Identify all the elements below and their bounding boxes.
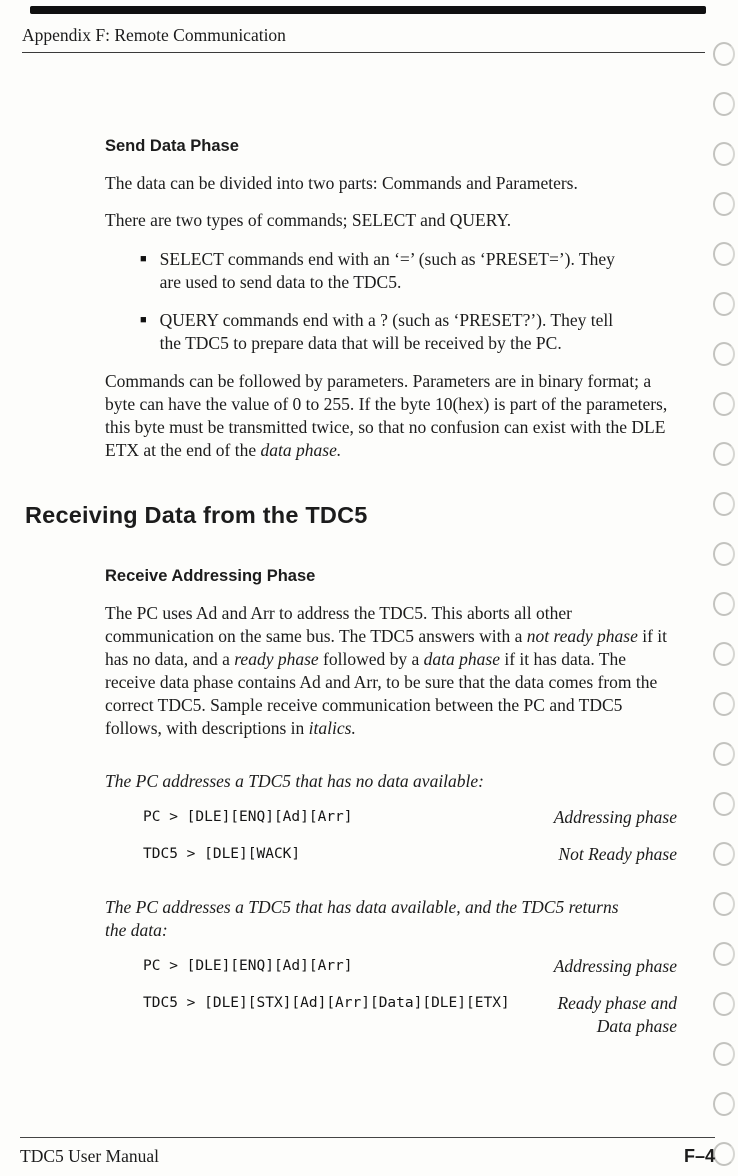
page-content <box>25 135 677 1038</box>
code-pc-command: PC > [DLE][ENQ][Ad][Arr] <box>143 809 353 825</box>
binding-hole <box>713 792 735 816</box>
scan-edge-bar <box>30 6 706 14</box>
paragraph-send-3-text: Commands can be followed by parameters. Parameters are in binary format; a byte can have the value of 0 to 255. If the byte 10(hex) is part of the parameters, this byte must be transmitted twice, so that no confusion can exist with the DLE ETX at the end of the <box>105 371 668 460</box>
receive-italic-run: not ready phase <box>526 626 638 646</box>
binding-hole <box>713 592 735 616</box>
binding-hole <box>713 992 735 1016</box>
code-pc-command: PC > [DLE][ENQ][Ad][Arr] <box>143 958 353 974</box>
list-item <box>140 309 676 355</box>
paragraph-send-3 <box>105 370 676 462</box>
exchange-intro-no-data: The PC addresses a TDC5 that has no data available: <box>105 771 485 791</box>
footer-manual-title: TDC5 User Manual <box>20 1146 160 1166</box>
binding-hole <box>713 292 735 316</box>
section-heading-receive-addressing-phase: Receive Addressing Phase <box>105 567 316 585</box>
bullet-square-icon: ■ <box>140 253 147 265</box>
binding-hole <box>713 942 735 966</box>
phase-label: Addressing phase <box>553 956 677 976</box>
phase-label: Not Ready phase <box>558 844 677 864</box>
code-tdc5-response: TDC5 > [DLE][WACK] <box>143 846 301 862</box>
binding-hole <box>713 542 735 566</box>
binding-hole <box>713 492 735 516</box>
exchange-row <box>143 843 677 866</box>
binding-hole <box>713 842 735 866</box>
binding-hole <box>713 1042 735 1066</box>
code-tdc5-response: TDC5 > [DLE][STX][Ad][Arr][Data][DLE][ETX] <box>143 995 510 1011</box>
footer-page-number: F–4 <box>683 1146 715 1166</box>
binding-hole <box>713 92 735 116</box>
receive-text-run: if it has data. The receive data phase contains Ad and Arr, to be sure that the data comes from the correct TDC5. Sample receive communication between the PC and TDC5 follows, with descriptions in <box>105 649 658 738</box>
exchange-row <box>143 955 677 978</box>
bullet-square-icon: ■ <box>140 314 147 326</box>
page-header <box>22 24 705 53</box>
binding-holes <box>713 42 735 1176</box>
exchange-no-data <box>105 806 676 866</box>
page-footer <box>20 1137 715 1168</box>
bullet-list <box>105 248 676 355</box>
exchange-intro-has-data: The PC addresses a TDC5 that has data available, and the TDC5 returns the data: <box>105 897 619 940</box>
binding-hole <box>713 242 735 266</box>
paragraph-send-3-italic: data phase. <box>260 440 342 460</box>
bullet-text-query: QUERY commands end with a ? (such as ‘PRESET?’). They tell the TDC5 to prepare data that will be received by the PC. <box>159 310 614 353</box>
paragraph-send-1: The data can be divided into two parts: Commands and Parameters. <box>105 173 578 193</box>
receive-text-run: The PC uses Ad and Arr to address the TDC5. This aborts all other communication on the same bus. The TDC5 answers with a <box>105 603 572 646</box>
phase-label: Addressing phase <box>553 807 677 827</box>
receive-italic-run: data phase <box>423 649 500 669</box>
binding-hole <box>713 892 735 916</box>
binding-hole <box>713 742 735 766</box>
binding-hole <box>713 142 735 166</box>
section-heading-receiving-data: Receiving Data from the TDC5 <box>25 502 368 528</box>
exchange-has-data <box>105 955 676 1038</box>
receive-italic-run: ready phase <box>234 649 319 669</box>
binding-hole <box>713 1142 735 1166</box>
binding-hole <box>713 692 735 716</box>
receive-text-run: if it has no data, and a <box>105 626 668 669</box>
receive-text-run: followed by a <box>318 649 424 669</box>
exchange-row <box>143 992 677 1038</box>
paragraph-receive-1 <box>105 602 676 740</box>
receive-italic-run: italics. <box>308 718 356 738</box>
binding-hole <box>713 642 735 666</box>
phase-label: Ready phase and Data phase <box>557 993 677 1036</box>
bullet-text-select: SELECT commands end with an ‘=’ (such as ‘PRESET=’). They are used to send data to the TDC5. <box>159 249 615 292</box>
binding-hole <box>713 1092 735 1116</box>
running-header-title: Appendix F: Remote Communication <box>22 25 286 45</box>
binding-hole <box>713 192 735 216</box>
binding-hole <box>713 42 735 66</box>
binding-hole <box>713 342 735 366</box>
exchange-row <box>143 806 677 829</box>
section-heading-send-data-phase: Send Data Phase <box>105 137 239 155</box>
binding-hole <box>713 392 735 416</box>
binding-hole <box>713 442 735 466</box>
list-item <box>140 248 676 294</box>
paragraph-send-2: There are two types of commands; SELECT and QUERY. <box>105 210 512 230</box>
